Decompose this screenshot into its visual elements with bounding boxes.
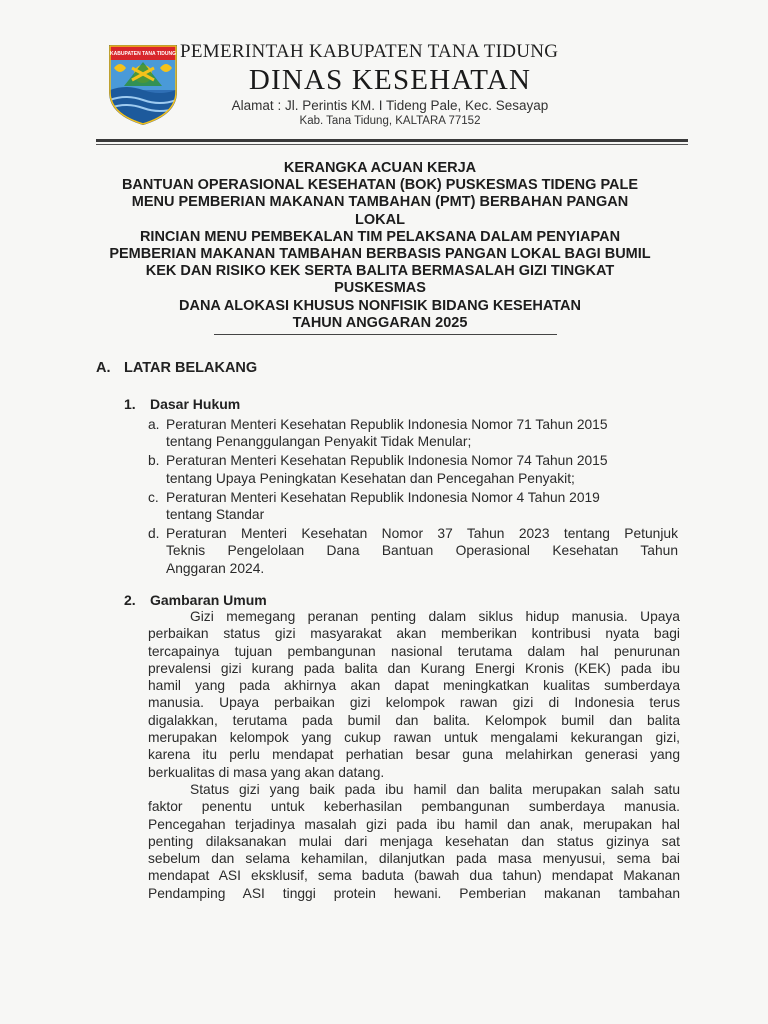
item-line: Teknis Pengelolaan Dana Bantuan Operasional Kesehatan Tahun bbox=[166, 543, 678, 559]
paragraph-line: perbaikan status gizi masyarakat akan memberikan kontribusi nyata bagi bbox=[148, 626, 680, 642]
regency-logo bbox=[104, 40, 182, 126]
paragraph-1 bbox=[148, 608, 680, 781]
section-title: LATAR BELAKANG bbox=[124, 360, 258, 376]
subsection-number: 1. bbox=[124, 396, 136, 412]
subsection-gambaran-umum-heading bbox=[124, 592, 267, 608]
agency-name: DINAS KESEHATAN bbox=[248, 64, 532, 96]
subsection-number: 2. bbox=[124, 592, 136, 608]
item-line: tentang Upaya Peningkatan Kesehatan dan Pencegahan Penyakit; bbox=[166, 470, 575, 486]
item-line: Peraturan Menteri Kesehatan Republik Indonesia Nomor 4 Tahun 2019 bbox=[166, 489, 600, 505]
subsection-dasar-hukum-heading bbox=[124, 396, 240, 412]
list-item bbox=[148, 489, 688, 523]
paragraph-line: Pendamping ASI tinggi protein hewani. Pemberian makanan tambahan bbox=[148, 885, 680, 901]
list-item bbox=[148, 525, 688, 577]
svg-text:KABUPATEN TANA TIDUNG: KABUPATEN TANA TIDUNG bbox=[110, 51, 176, 57]
title-line: BANTUAN OPERASIONAL KESEHATAN (BOK) PUSKESMAS TIDENG PALE bbox=[121, 177, 639, 194]
item-letter: d. bbox=[148, 526, 160, 542]
title-line: PEMBERIAN MAKANAN TAMBAHAN BERBASIS PANGAN LOKAL BAGI BUMIL bbox=[109, 246, 651, 263]
list-item bbox=[148, 416, 688, 450]
title-line: TAHUN ANGGARAN 2025 bbox=[292, 314, 468, 331]
item-line: Peraturan Menteri Kesehatan Nomor 37 Tahun 2023 tentang Petunjuk bbox=[166, 526, 678, 542]
subsection-title: Dasar Hukum bbox=[150, 396, 241, 412]
list-item bbox=[148, 452, 688, 486]
paragraph-line: Pencegahan terjadinya masalah gizi pada ibu hamil dan anak, merupakan hal bbox=[148, 816, 680, 832]
paragraph-line: karena itu perlu mendapat perhatian besar guna melahirkan generasi yang bbox=[148, 747, 680, 763]
paragraph-2 bbox=[148, 781, 680, 902]
item-text bbox=[166, 452, 688, 486]
title-line: KEK DAN RISIKO KEK SERTA BALITA BERMASALAH GIZI TINGKAT bbox=[145, 263, 615, 280]
paragraph-line: prevalensi gizi kurang pada balita dan Kurang Energi Kronis (KEK) pada ibu bbox=[148, 660, 680, 676]
government-name: PEMERINTAH KABUPATEN TANA TIDUNG bbox=[180, 41, 559, 62]
letterhead-rule-thin bbox=[96, 144, 688, 145]
item-text bbox=[166, 416, 688, 450]
paragraph-line: Status gizi yang baik pada ibu hamil dan balita merupakan salah satu bbox=[190, 782, 680, 797]
paragraph-line: penting dilaksanakan mulai dari menjaga kesehatan dan status gizinya sat bbox=[148, 833, 680, 849]
section-number: A. bbox=[96, 360, 111, 376]
item-letter: c. bbox=[148, 489, 159, 505]
item-line: Peraturan Menteri Kesehatan Republik Indonesia Nomor 71 Tahun 2015 bbox=[166, 417, 608, 432]
paragraph-line: faktor penentu untuk keberhasilan pembangunan sumberdaya manusia. bbox=[148, 799, 680, 815]
address-line-1: Alamat : Jl. Perintis KM. I Tideng Pale, Kec. Sesayap bbox=[231, 98, 549, 113]
paragraph-line: hamil yang pada akhirnya akan dapat meningkatkan kualitas sumberdaya bbox=[148, 678, 680, 694]
title-line: DANA ALOKASI KHUSUS NONFISIK BIDANG KESEHATAN bbox=[179, 297, 581, 314]
item-text bbox=[166, 489, 688, 523]
item-letter: b. bbox=[148, 453, 160, 469]
paragraph-line: tercapainya tujuan pembangunan nasional terutama dalam hal penurunan bbox=[148, 643, 680, 659]
item-text bbox=[166, 525, 688, 577]
paragraph-line: sebelum dan selama kehamilan, dilanjutkan pada masa menyusui, sema bai bbox=[148, 851, 680, 867]
section-a-heading bbox=[96, 360, 257, 376]
item-line: Peraturan Menteri Kesehatan Republik Indonesia Nomor 74 Tahun 2015 bbox=[166, 453, 608, 469]
subsection-title: Gambaran Umum bbox=[150, 592, 267, 608]
item-line: tentang Standar bbox=[166, 507, 265, 523]
letterhead-rule-thick bbox=[96, 139, 688, 142]
title-line: PUSKESMAS bbox=[334, 280, 426, 297]
paragraph-line: berkualitas di masa yang akan datang. bbox=[148, 764, 385, 780]
paragraph-line: Gizi memegang peranan penting dalam siklus hidup manusia. Upaya bbox=[190, 609, 680, 624]
paragraph-line: merupakan kelompok yang cukup rawan untuk mengalami kekurangan gizi, bbox=[148, 730, 680, 746]
document-title-block bbox=[90, 160, 670, 332]
item-letter: a. bbox=[148, 417, 160, 432]
title-line: RINCIAN MENU PEMBEKALAN TIM PELAKSANA DALAM PENYIAPAN bbox=[139, 228, 621, 245]
title-line: MENU PEMBERIAN MAKANAN TAMBAHAN (PMT) BERBAHAN PANGAN bbox=[131, 194, 629, 211]
title-line: KERANGKA ACUAN KERJA bbox=[283, 160, 477, 176]
paragraph-line: mendapat ASI eksklusif, sema baduta (bawah dua tahun) mendapat Makanan bbox=[148, 868, 680, 884]
paragraph-line: digalakkan, terutama pada bumil dan balita. Kelompok bumil dan balita bbox=[148, 712, 680, 728]
item-line: Anggaran 2024. bbox=[166, 560, 265, 576]
paragraph-line: manusia. Upaya perbaikan gizi kelompok rawan gizi di Indonesia terus bbox=[148, 695, 680, 711]
title-underline bbox=[214, 334, 557, 335]
address-line-2: Kab. Tana Tidung, KALTARA 77152 bbox=[299, 115, 481, 127]
title-line: LOKAL bbox=[355, 211, 405, 228]
legal-basis-list bbox=[148, 416, 688, 579]
item-line: tentang Penanggulangan Penyakit Tidak Menular; bbox=[166, 434, 472, 450]
